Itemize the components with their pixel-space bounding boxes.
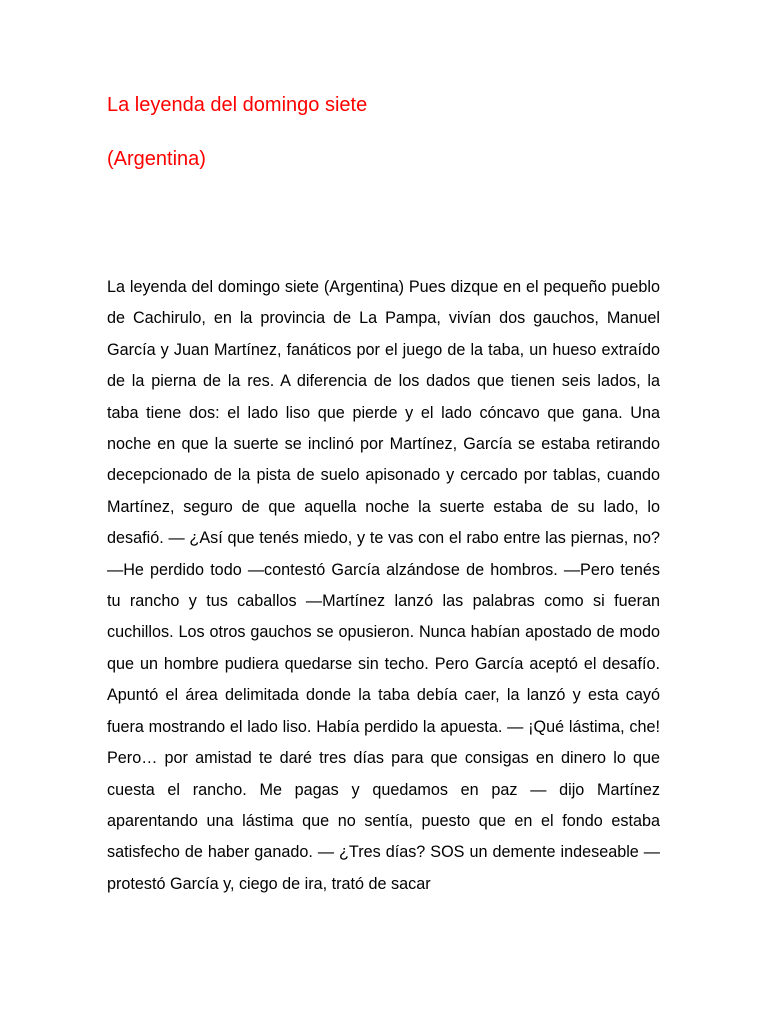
document-title: La leyenda del domingo siete [107, 94, 368, 116]
document-subtitle: (Argentina) [107, 148, 206, 170]
document-body-paragraph: La leyenda del domingo siete (Argentina) Pues dizque en el pequeño pueblo de Cachirulo, en la provincia de La Pampa, vivían dos gauchos, Manuel García y Juan Martínez, fanáticos por el juego de la taba, un hueso extraído de la pierna de la res. A diferencia de los dados que tienen seis lados, la taba tiene dos: el lado liso que pierde y el lado cóncavo que gana. Una noche en que la suerte se inclinó por Martínez, García se estaba retirando decepcionado de la pista de suelo apisonado y cercado por tablas, cuando Martínez, seguro de que aquella noche la suerte estaba de su lado, lo desafió. — ¿Así que tenés miedo, y te vas con el rabo entre las piernas, no? —He perdido todo —contestó García alzándose de hombros. —Pero tenés tu rancho y tus caballos —Martínez lanzó las palabras como si fueran cuchillos. Los otros gauchos se opusieron. Nunca habían apostado de modo que un hombre pudiera quedarse sin techo. Pero García aceptó el desafío. Apuntó el área delimitada donde la taba debía caer, la lanzó y esta cayó fuera mostrando el lado liso. Había perdido la apuesta. — ¡Qué lástima, che! Pero… por amistad te daré tres días para que consigas en dinero lo que cuesta el rancho. Me pagas y quedamos en paz — dijo Martínez aparentando una lástima que no sentía, puesto que en el fondo estaba satisfecho de haber ganado. — ¿Tres días? SOS un demente indeseable —protestó García y, ciego de ira, trató de sacar [107, 278, 660, 893]
